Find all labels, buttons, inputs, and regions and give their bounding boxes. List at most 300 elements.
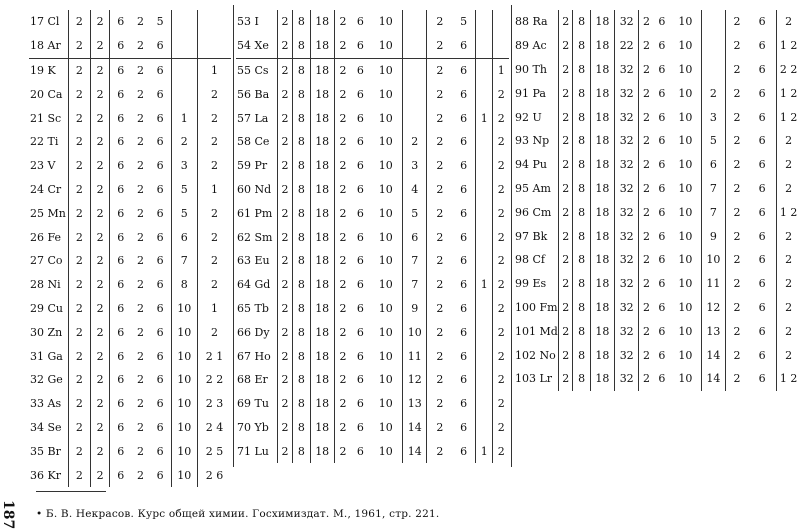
element-label: 59 Pr — [236, 154, 277, 178]
electron-count-cell: 10 — [369, 439, 402, 463]
electron-count-cell: 2 — [210, 254, 218, 268]
electron-count-cell: 2 — [339, 254, 347, 268]
electron-count-cell: 6 — [117, 135, 125, 149]
electron-count-cell: 8 — [293, 249, 310, 273]
electron-count-cell: 6 — [150, 201, 172, 225]
electron-count-cell: 6 — [452, 439, 475, 463]
electron-count-cell: 1 — [197, 58, 231, 82]
element-label: 33 As — [29, 392, 68, 416]
electron-count-cell: 6 — [748, 296, 777, 320]
element-label: 18 Ar — [29, 34, 68, 58]
electron-count-cell: 18 — [590, 224, 614, 248]
electron-count-cell — [701, 58, 725, 82]
electron-count-cell: 2 — [436, 87, 444, 101]
electron-count-cell: 2 — [339, 301, 347, 315]
electron-count-cell: 6 — [452, 344, 475, 368]
element-label: 58 Ce — [236, 130, 277, 154]
electron-count-cell: 6 — [150, 392, 172, 416]
electron-count-cell: 6 — [748, 272, 777, 296]
electron-count-cell: 6 — [701, 153, 725, 177]
electron-count-cell: 6 — [356, 349, 364, 363]
electron-count-cell: 18 — [310, 439, 334, 463]
electron-count-cell: 2 — [436, 278, 444, 292]
electron-count-cell: 6 — [150, 273, 172, 297]
electron-count-cell: 10 — [369, 249, 402, 273]
electron-count-cell: 22 — [615, 34, 639, 58]
electron-count-cell: 2 — [68, 249, 90, 273]
electron-count-cell: 2 4 — [205, 420, 224, 434]
electron-count-cell: 8 — [293, 439, 310, 463]
electron-count-cell: 6 — [452, 34, 475, 58]
electron-count-cell: 6 — [658, 110, 666, 124]
electron-count-cell: 2 — [68, 416, 90, 440]
element-label: 100 Fm — [514, 296, 558, 320]
electron-count-cell: 2 — [558, 105, 573, 129]
electron-count-cell: 6 — [117, 39, 125, 53]
element-label: 91 Pa — [514, 81, 558, 105]
element-row — [236, 58, 509, 82]
electron-count-cell: 10 — [670, 296, 701, 320]
element-label: 35 Br — [29, 439, 68, 463]
electron-count-cell: 7 — [701, 200, 725, 224]
electron-count-cell: 6 — [748, 367, 777, 391]
electron-count-cell: 18 — [590, 248, 614, 272]
electron-count-cell: 2 6 — [205, 468, 224, 482]
element-row — [514, 224, 800, 248]
electron-count-cell — [171, 34, 197, 58]
electron-count-cell: 1 — [476, 106, 493, 130]
element-label: 65 Tb — [236, 297, 277, 321]
electron-count-cell: 6 — [356, 206, 364, 220]
electron-count-cell: 2 — [785, 15, 793, 29]
electron-count-cell: 6 — [117, 468, 125, 482]
electron-count-cell — [197, 34, 231, 58]
electron-count-cell: 32 — [615, 129, 639, 153]
electron-count-cell: 2 — [90, 273, 109, 297]
electron-count-cell: 2 — [90, 463, 109, 487]
electron-count-cell: 2 — [643, 181, 651, 195]
element-label: 31 Ga — [29, 344, 68, 368]
element-row — [236, 130, 509, 154]
electron-count-cell: 2 — [497, 111, 505, 125]
electron-count-cell: 2 — [558, 343, 573, 367]
electron-count-cell: 2 — [733, 205, 741, 219]
electron-count-cell: 2 — [90, 10, 109, 34]
footnote: • Б. В. Некрасов. Курс общей химии. Госхимиздат. М., 1961, стр. 221. — [36, 508, 440, 520]
electron-count-cell: 2 — [339, 182, 347, 196]
electron-count-cell: 6 — [356, 15, 364, 29]
element-row — [236, 416, 509, 440]
element-label: 68 Er — [236, 368, 277, 392]
electron-count-cell: 11 — [701, 272, 725, 296]
electron-count-cell — [476, 249, 493, 273]
electron-count-cell: 6 — [748, 177, 777, 201]
electron-count-cell: 2 — [68, 178, 90, 202]
electron-count-cell — [403, 82, 427, 106]
electron-count-cell: 6 — [748, 200, 777, 224]
element-label: 93 Np — [514, 129, 558, 153]
electron-count-cell: 18 — [310, 273, 334, 297]
electron-count-cell: 2 — [277, 106, 292, 130]
electron-count-cell: 2 — [68, 82, 90, 106]
electron-count-cell: 18 — [310, 178, 334, 202]
electron-count-cell: 32 — [615, 153, 639, 177]
electron-count-cell: 2 — [277, 34, 292, 58]
electron-count-cell: 8 — [293, 297, 310, 321]
electron-count-cell — [701, 10, 725, 34]
electron-count-cell — [476, 320, 493, 344]
electron-count-cell: 2 — [136, 254, 144, 268]
electron-count-cell: 8 — [573, 367, 590, 391]
electron-count-cell: 1 — [171, 106, 197, 130]
electron-count-cell: 2 — [733, 134, 741, 148]
electron-count-cell: 2 2 — [205, 373, 224, 387]
electron-count-cell: 8 — [573, 10, 590, 34]
electron-count-cell: 2 — [334, 58, 351, 82]
electron-count-cell: 2 — [277, 392, 292, 416]
electron-count-cell: 2 — [643, 205, 651, 219]
electron-count-cell: 2 — [733, 300, 741, 314]
electron-count-cell: 2 — [785, 324, 793, 338]
electron-count-cell: 2 — [643, 372, 651, 386]
element-row — [29, 416, 231, 440]
electron-count-cell: 2 — [68, 392, 90, 416]
electron-count-cell: 18 — [310, 249, 334, 273]
electron-count-cell: 10 — [369, 106, 402, 130]
electron-count-cell: 18 — [310, 344, 334, 368]
electron-count-cell: 18 — [590, 81, 614, 105]
electron-count-cell: 6 — [356, 39, 364, 53]
electron-count-cell: 18 — [590, 319, 614, 343]
element-row — [514, 10, 800, 34]
electron-count-cell: 2 — [497, 135, 505, 149]
electron-count-cell: 32 — [615, 296, 639, 320]
element-label: 60 Nd — [236, 178, 277, 202]
electron-count-cell: 14 — [701, 367, 725, 391]
electron-count-cell: 8 — [293, 344, 310, 368]
element-label: 21 Sc — [29, 106, 68, 130]
electron-count-cell: 2 — [733, 110, 741, 124]
electron-count-cell: 5 — [171, 178, 197, 202]
electron-count-cell: 2 — [785, 158, 793, 172]
electron-count-cell: 8 — [573, 177, 590, 201]
electron-count-cell: 2 — [339, 135, 347, 149]
element-row — [236, 82, 509, 106]
electron-count-cell: 2 — [643, 324, 651, 338]
element-label: 24 Cr — [29, 178, 68, 202]
electron-count-cell: 6 — [356, 111, 364, 125]
electron-count-cell: 2 — [210, 111, 218, 125]
electron-count-cell: 6 — [658, 229, 666, 243]
electron-count-cell: 2 — [733, 253, 741, 267]
electron-count-cell: 6 — [150, 58, 172, 82]
electron-count-cell: 10 — [369, 34, 402, 58]
electron-count-cell: 8 — [293, 416, 310, 440]
electron-count-cell — [476, 178, 493, 202]
element-row — [29, 249, 231, 273]
element-row — [29, 178, 231, 202]
electron-count-cell: 10 — [670, 200, 701, 224]
column-divider — [511, 5, 512, 467]
electron-count-cell: 6 — [117, 420, 125, 434]
electron-count-cell: 2 — [136, 278, 144, 292]
electron-count-cell: 3 — [403, 154, 427, 178]
electron-count-cell: 7 — [403, 273, 427, 297]
electron-count-cell: 2 — [497, 87, 505, 101]
electron-count-cell: 2 — [339, 420, 347, 434]
electron-count-cell: 2 — [733, 348, 741, 362]
electron-count-cell: 2 — [90, 58, 109, 82]
electron-count-cell: 7 — [171, 249, 197, 273]
electron-count-cell: 1 2 — [779, 205, 798, 219]
electron-count-cell: 6 — [452, 297, 475, 321]
electron-count-cell: 2 — [558, 129, 573, 153]
electron-count-cell: 2 — [68, 344, 90, 368]
electron-count-cell: 2 — [277, 368, 292, 392]
element-label: 61 Pm — [236, 201, 277, 225]
element-label: 20 Ca — [29, 82, 68, 106]
electron-count-cell: 8 — [573, 105, 590, 129]
electron-count-cell: 2 — [90, 154, 109, 178]
electron-count-cell: 10 — [670, 319, 701, 343]
electron-count-cell: 6 — [117, 159, 125, 173]
electron-count-cell: 2 — [90, 344, 109, 368]
electron-count-cell — [476, 225, 493, 249]
element-label: 25 Mn — [29, 201, 68, 225]
electron-count-cell: 2 — [277, 201, 292, 225]
electron-count-cell: 2 — [136, 230, 144, 244]
electron-count-cell: 8 — [293, 34, 310, 58]
electron-count-cell: 2 — [558, 200, 573, 224]
electron-count-cell: 5 — [403, 201, 427, 225]
electron-count-cell: 8 — [293, 106, 310, 130]
electron-count-cell: 6 — [356, 87, 364, 101]
electron-count-cell: 2 — [643, 86, 651, 100]
element-row — [514, 319, 800, 343]
electron-count-cell: 13 — [701, 319, 725, 343]
electron-count-cell: 10 — [670, 224, 701, 248]
electron-count-cell: 2 — [277, 178, 292, 202]
electron-count-cell: 10 — [670, 343, 701, 367]
electron-count-cell: 2 — [277, 225, 292, 249]
element-label: 71 Lu — [236, 439, 277, 463]
electron-count-cell: 6 — [658, 277, 666, 291]
electron-count-cell: 2 — [68, 130, 90, 154]
electron-count-cell: 2 — [436, 349, 444, 363]
electron-count-cell: 2 — [339, 397, 347, 411]
electron-count-cell: 2 — [136, 444, 144, 458]
electron-count-cell: 2 — [68, 439, 90, 463]
electron-count-cell: 2 — [210, 278, 218, 292]
electron-count-cell: 10 — [369, 392, 402, 416]
element-label: 57 La — [236, 106, 277, 130]
electron-count-cell: 6 — [658, 348, 666, 362]
electron-count-cell: 6 — [117, 111, 125, 125]
electron-count-cell: 10 — [369, 273, 402, 297]
electron-count-cell: 3 — [701, 105, 725, 129]
electron-count-cell: 2 — [171, 130, 197, 154]
electron-count-cell: 2 — [68, 10, 90, 34]
electron-count-cell: 2 — [436, 206, 444, 220]
electron-count-cell: 32 — [615, 105, 639, 129]
element-label: 29 Cu — [29, 297, 68, 321]
electron-count-cell: 2 — [436, 182, 444, 196]
element-label: 27 Co — [29, 249, 68, 273]
electron-count-cell: 32 — [615, 343, 639, 367]
electron-count-cell: 6 — [150, 439, 172, 463]
electron-count-cell: 10 — [369, 154, 402, 178]
electron-count-cell: 18 — [310, 368, 334, 392]
electron-count-cell: 6 — [356, 230, 364, 244]
electron-count-cell: 1 2 — [779, 110, 798, 124]
electron-count-cell: 2 — [497, 325, 505, 339]
element-label: 88 Ra — [514, 10, 558, 34]
electron-count-cell: 6 — [658, 205, 666, 219]
element-row — [236, 439, 509, 463]
electron-count-cell: 2 — [136, 420, 144, 434]
electron-count-cell: 6 — [452, 178, 475, 202]
electron-count-cell: 2 — [68, 320, 90, 344]
electron-count-cell: 6 — [658, 62, 666, 76]
electron-count-cell: 2 — [558, 272, 573, 296]
electron-count-cell: 8 — [293, 58, 310, 82]
electron-count-cell: 2 — [643, 229, 651, 243]
electron-count-cell: 1 — [476, 273, 493, 297]
electron-count-cell — [476, 130, 493, 154]
electron-count-cell: 6 — [658, 372, 666, 386]
electron-count-cell: 2 — [436, 301, 444, 315]
electron-count-cell: 2 — [277, 273, 292, 297]
electron-count-cell: 2 — [339, 373, 347, 387]
electron-count-cell: 2 — [497, 206, 505, 220]
electron-count-cell: 18 — [590, 367, 614, 391]
electron-count-cell: 10 — [369, 130, 402, 154]
electron-count-cell — [476, 34, 493, 58]
electron-count-cell: 6 — [356, 182, 364, 196]
electron-count-cell: 2 — [497, 159, 505, 173]
element-label: 54 Xe — [236, 34, 277, 58]
electron-count-cell: 8 — [293, 10, 310, 34]
electron-count-cell: 6 — [748, 248, 777, 272]
electron-count-cell: 2 — [558, 224, 573, 248]
electron-count-cell: 18 — [310, 130, 334, 154]
electron-count-cell: 2 — [339, 111, 347, 125]
electron-count-cell: 10 — [171, 297, 197, 321]
electron-count-cell: 6 — [748, 105, 777, 129]
electron-count-cell: 6 — [452, 273, 475, 297]
electron-count-cell: 2 — [785, 253, 793, 267]
electron-count-cell: 14 — [701, 343, 725, 367]
element-label: 95 Am — [514, 177, 558, 201]
electron-count-cell: 18 — [590, 34, 614, 58]
element-label: 17 Cl — [29, 10, 68, 34]
electron-count-cell: 2 — [733, 277, 741, 291]
electron-count-cell: 2 — [403, 130, 427, 154]
electron-count-cell: 2 — [68, 225, 90, 249]
electron-count-cell: 2 — [90, 82, 109, 106]
electron-count-cell: 8 — [293, 201, 310, 225]
electron-count-cell: 2 — [436, 254, 444, 268]
electron-count-cell: 6 — [110, 58, 132, 82]
electron-count-cell — [171, 10, 197, 34]
electron-count-cell: 2 — [90, 297, 109, 321]
electron-count-cell: 6 — [351, 58, 369, 82]
electron-count-cell: 10 — [369, 10, 402, 34]
electron-count-cell: 2 — [136, 15, 144, 29]
electron-count-cell: 2 — [497, 373, 505, 387]
electron-count-cell: 6 — [356, 254, 364, 268]
electron-count-cell: 2 — [339, 206, 347, 220]
electron-count-cell: 2 — [210, 206, 218, 220]
element-label: 55 Cs — [236, 58, 277, 82]
electron-count-cell: 10 — [670, 272, 701, 296]
electron-count-cell: 2 — [558, 248, 573, 272]
electron-count-cell: 18 — [310, 10, 334, 34]
electron-count-cell: 2 — [68, 368, 90, 392]
electron-count-cell: 2 — [436, 111, 444, 125]
element-row — [236, 297, 509, 321]
electron-count-cell: 7 — [701, 177, 725, 201]
electron-count-cell: 14 — [403, 439, 427, 463]
electron-count-cell: 6 — [452, 416, 475, 440]
electron-count-cell: 32 — [615, 224, 639, 248]
element-row — [514, 58, 800, 82]
electron-count-cell: 2 — [643, 110, 651, 124]
electron-count-cell: 2 — [136, 373, 144, 387]
element-label: 19 K — [29, 58, 68, 82]
element-row — [514, 129, 800, 153]
electron-count-cell: 2 — [733, 324, 741, 338]
electron-count-cell: 10 — [369, 344, 402, 368]
electron-count-cell: 6 — [748, 319, 777, 343]
electron-count-cell: 10 — [369, 368, 402, 392]
electron-count-cell: 8 — [171, 273, 197, 297]
element-label: 66 Dy — [236, 320, 277, 344]
electron-count-cell: 12 — [403, 368, 427, 392]
electron-count-cell: 2 — [136, 301, 144, 315]
electron-count-cell: 2 — [785, 229, 793, 243]
electron-config-table-middle — [236, 10, 509, 463]
element-row — [236, 249, 509, 273]
electron-count-cell: 2 — [497, 278, 505, 292]
electron-count-cell: 2 — [733, 62, 741, 76]
electron-count-cell: 11 — [403, 344, 427, 368]
electron-count-cell: 1 2 — [779, 86, 798, 100]
electron-count-cell: 10 — [171, 344, 197, 368]
electron-count-cell: 8 — [573, 153, 590, 177]
electron-count-cell: 6 — [356, 159, 364, 173]
electron-count-cell: 2 — [277, 320, 292, 344]
electron-count-cell: 10 — [670, 248, 701, 272]
electron-count-cell: 2 — [339, 39, 347, 53]
electron-count-cell: 10 — [171, 320, 197, 344]
electron-count-cell: 6 — [356, 420, 364, 434]
electron-count-cell: 1 — [210, 301, 218, 315]
electron-count-cell: 2 — [643, 277, 651, 291]
element-row — [29, 34, 231, 58]
electron-count-cell: 2 — [558, 153, 573, 177]
electron-count-cell — [476, 392, 493, 416]
electron-count-cell: 9 — [701, 224, 725, 248]
electron-count-cell: 2 3 — [205, 397, 224, 411]
electron-count-cell: 6 — [150, 297, 172, 321]
electron-count-cell — [403, 58, 427, 82]
element-row — [514, 248, 800, 272]
electron-count-cell: 2 — [436, 39, 444, 53]
electron-count-cell: 6 — [748, 224, 777, 248]
element-row — [514, 367, 800, 391]
electron-count-cell: 10 — [670, 81, 701, 105]
